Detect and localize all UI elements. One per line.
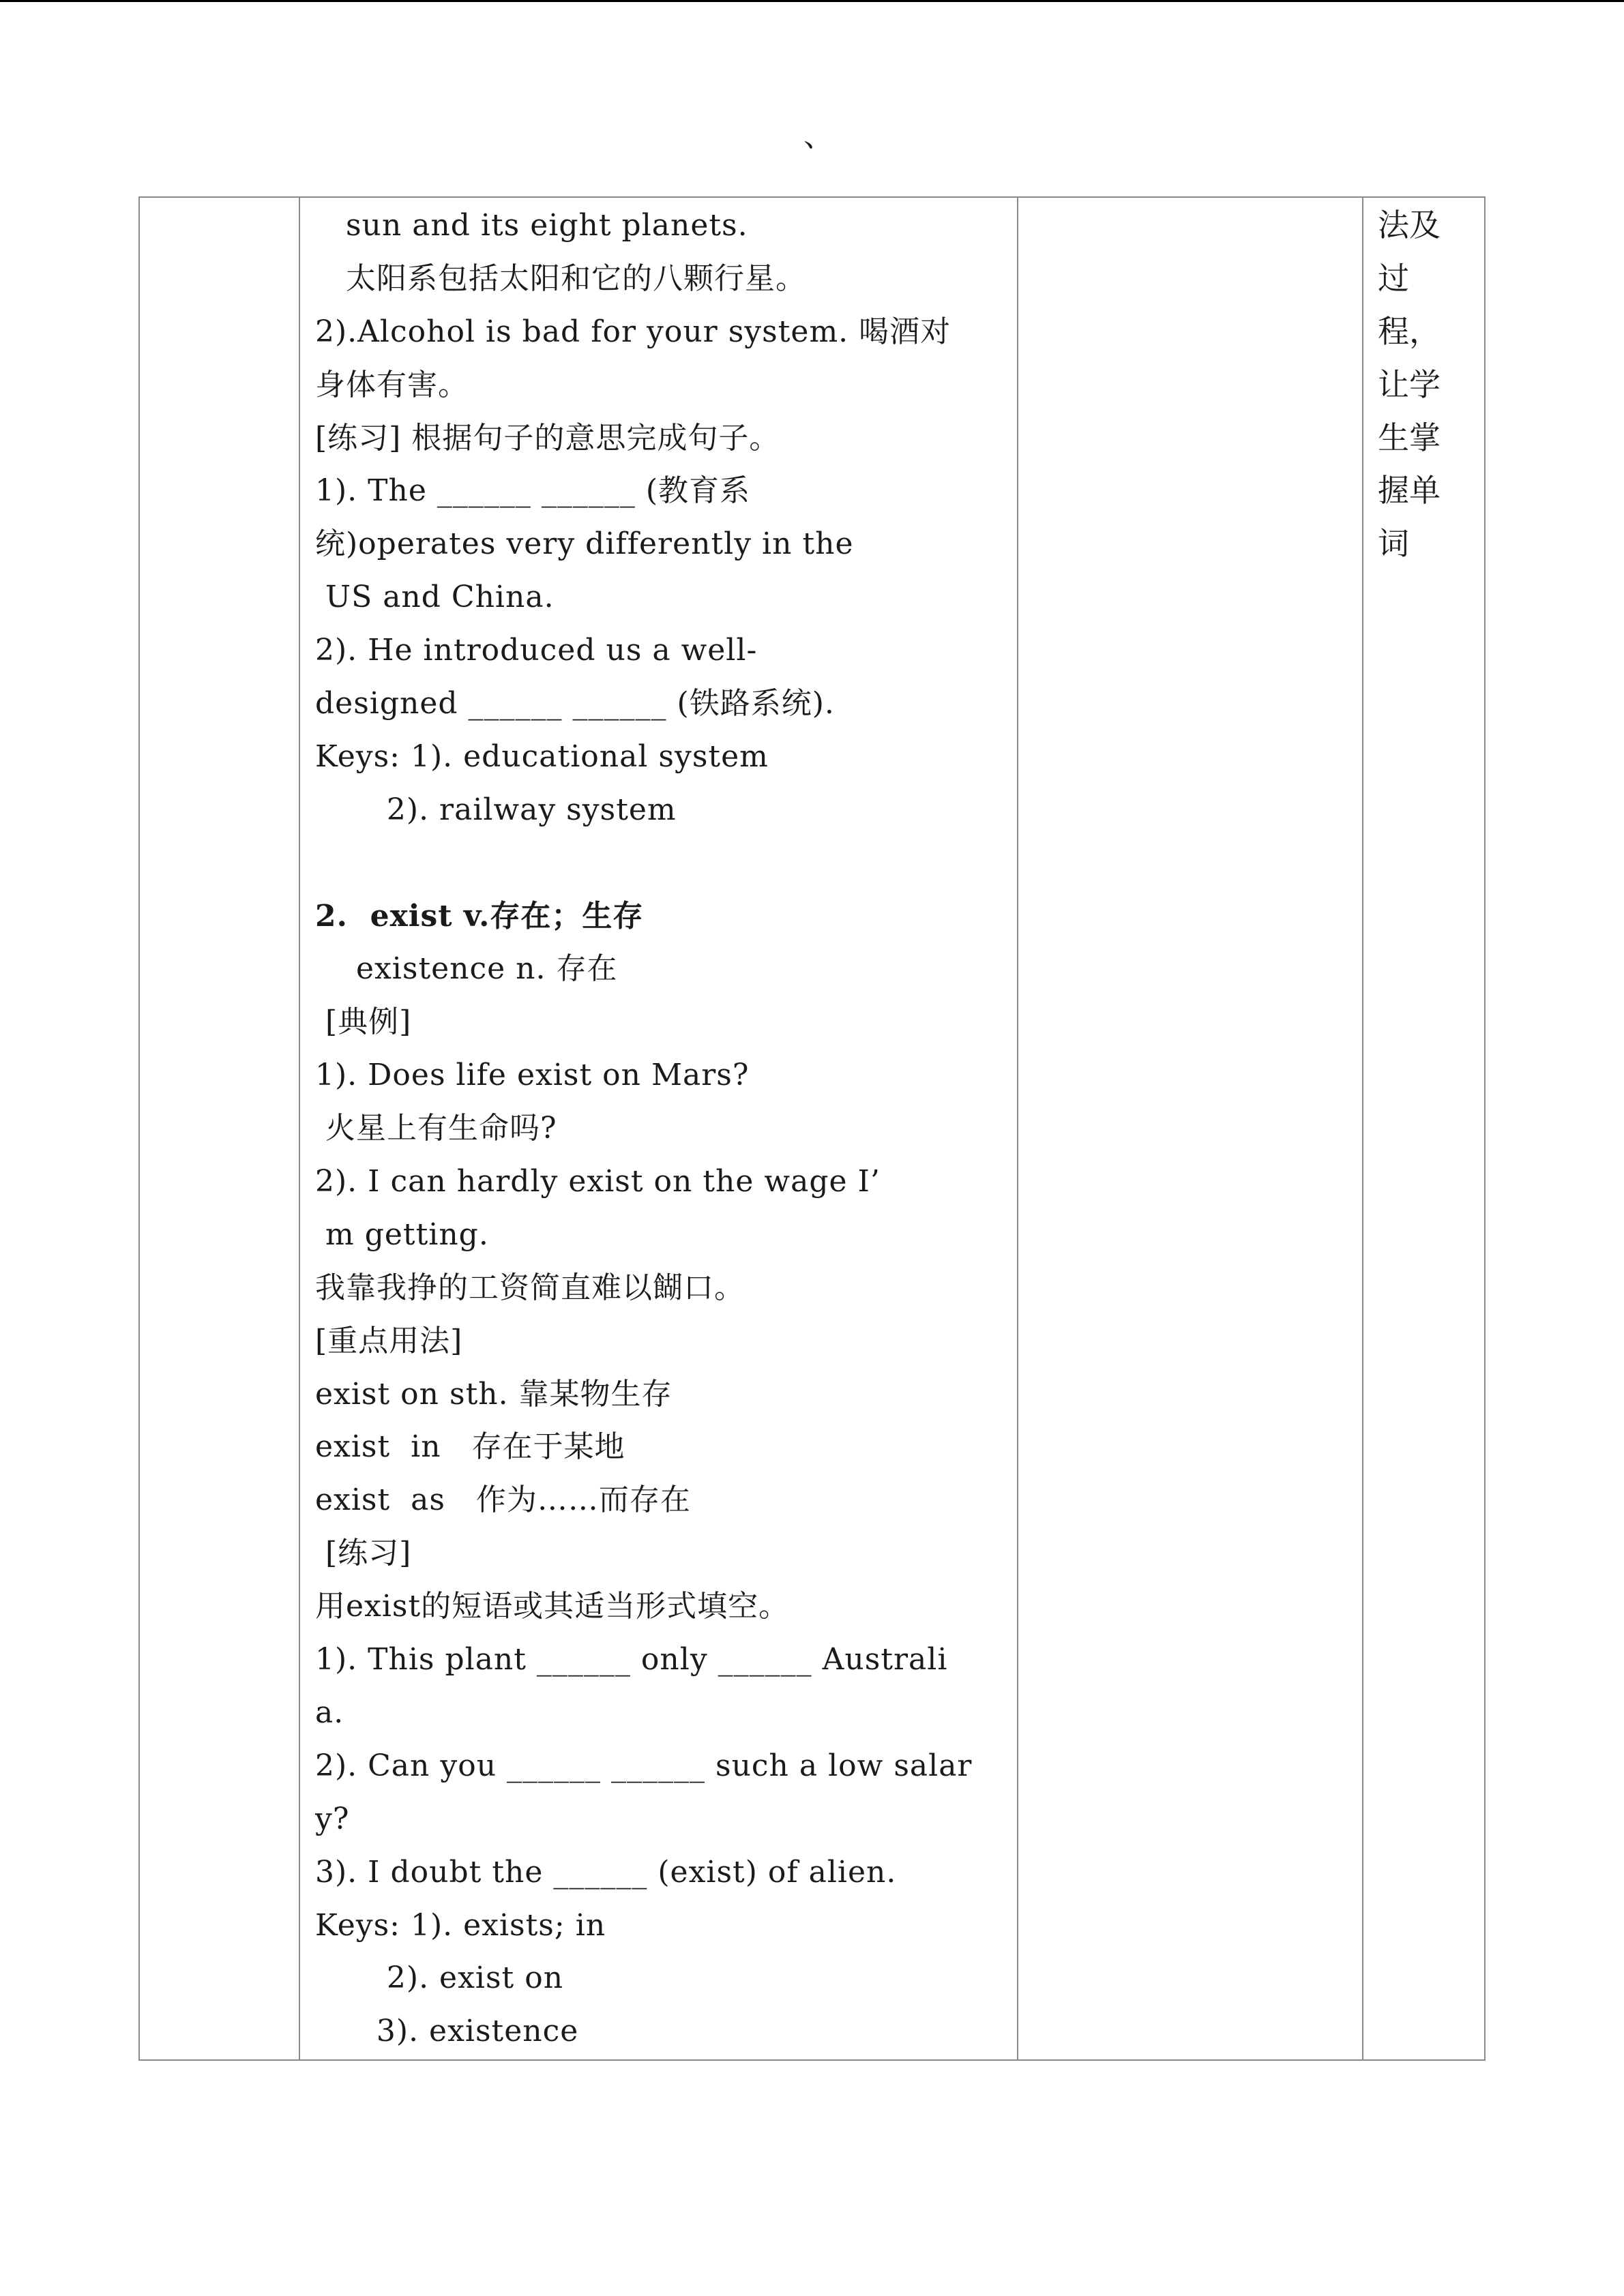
content-line: 2).Alcohol is bad for your system. 喝酒对 bbox=[315, 314, 951, 349]
content-line: 2). Can you ______ ______ such a low salar bbox=[315, 1748, 973, 1783]
content-line: 1). This plant ______ only ______ Australi bbox=[315, 1642, 948, 1678]
content-line: 2). railway system bbox=[315, 792, 677, 827]
side-note-cell bbox=[1378, 199, 1473, 571]
content-line: 火星上有生命吗? bbox=[315, 1111, 557, 1146]
vocab-subheading-existence: existence n. 存在 bbox=[315, 951, 618, 987]
content-line: [典例] bbox=[315, 1004, 412, 1040]
vocab-heading-exist: 2. exist v.存在；生存 bbox=[315, 898, 644, 934]
content-line: Keys: 1). exists; in bbox=[315, 1907, 606, 1943]
content-line: 统)operates very differently in the bbox=[315, 526, 854, 562]
content-line: sun and its eight planets. bbox=[315, 208, 748, 243]
side-note-line: 生掌 bbox=[1378, 419, 1441, 456]
content-line: [重点用法] bbox=[315, 1323, 463, 1358]
content-line: 1). Does life exist on Mars? bbox=[315, 1058, 750, 1093]
content-line: 3). I doubt the ______ (exist) of alien. bbox=[315, 1854, 897, 1890]
content-line: Keys: 1). educational system bbox=[315, 739, 769, 774]
content-line: [练习] 根据句子的意思完成句子。 bbox=[315, 420, 780, 456]
content-line: m getting. bbox=[315, 1217, 489, 1252]
side-note-line: 词 bbox=[1378, 525, 1409, 563]
content-line: 3). existence bbox=[315, 2014, 579, 2049]
content-line: designed ______ ______ (铁路系统). bbox=[315, 686, 835, 721]
content-line: 2). He introduced us a well- bbox=[315, 633, 758, 668]
side-note-line: 法及 bbox=[1378, 207, 1441, 243]
content-line: y? bbox=[315, 1801, 350, 1836]
column-divider-1 bbox=[299, 196, 300, 2061]
column-divider-3 bbox=[1362, 196, 1363, 2061]
header-mark: 、 bbox=[803, 119, 833, 153]
content-line: 我靠我挣的工资简直难以餬口。 bbox=[315, 1270, 745, 1305]
content-line: 用exist的短语或其适当形式填空。 bbox=[315, 1589, 790, 1624]
content-line: 2). exist on bbox=[315, 1960, 564, 1996]
content-line: a. bbox=[315, 1695, 344, 1730]
side-note-line: 过 bbox=[1378, 259, 1409, 297]
blank-line bbox=[315, 837, 1011, 890]
content-line: 1). The ______ ______ (教育系 bbox=[315, 473, 750, 509]
page-top-border bbox=[0, 0, 1624, 2]
content-line: [练习] bbox=[315, 1536, 412, 1571]
side-note-line: 让学 bbox=[1378, 366, 1441, 403]
content-line: 身体有害。 bbox=[315, 367, 469, 402]
content-line: 2). I can hardly exist on the wage I’ bbox=[315, 1164, 881, 1199]
lesson-content-cell bbox=[315, 199, 1011, 2058]
content-line: US and China. bbox=[315, 580, 555, 615]
content-line: 太阳系包括太阳和它的八颗行星。 bbox=[315, 260, 806, 296]
column-divider-2 bbox=[1017, 196, 1018, 2061]
content-line: exist as 作为……而存在 bbox=[315, 1482, 691, 1518]
content-line: exist on sth. 靠某物生存 bbox=[315, 1376, 673, 1412]
side-note-line: 握单 bbox=[1378, 472, 1441, 509]
content-line: exist in 存在于某地 bbox=[315, 1429, 625, 1465]
side-note-line: 程， bbox=[1378, 312, 1441, 350]
